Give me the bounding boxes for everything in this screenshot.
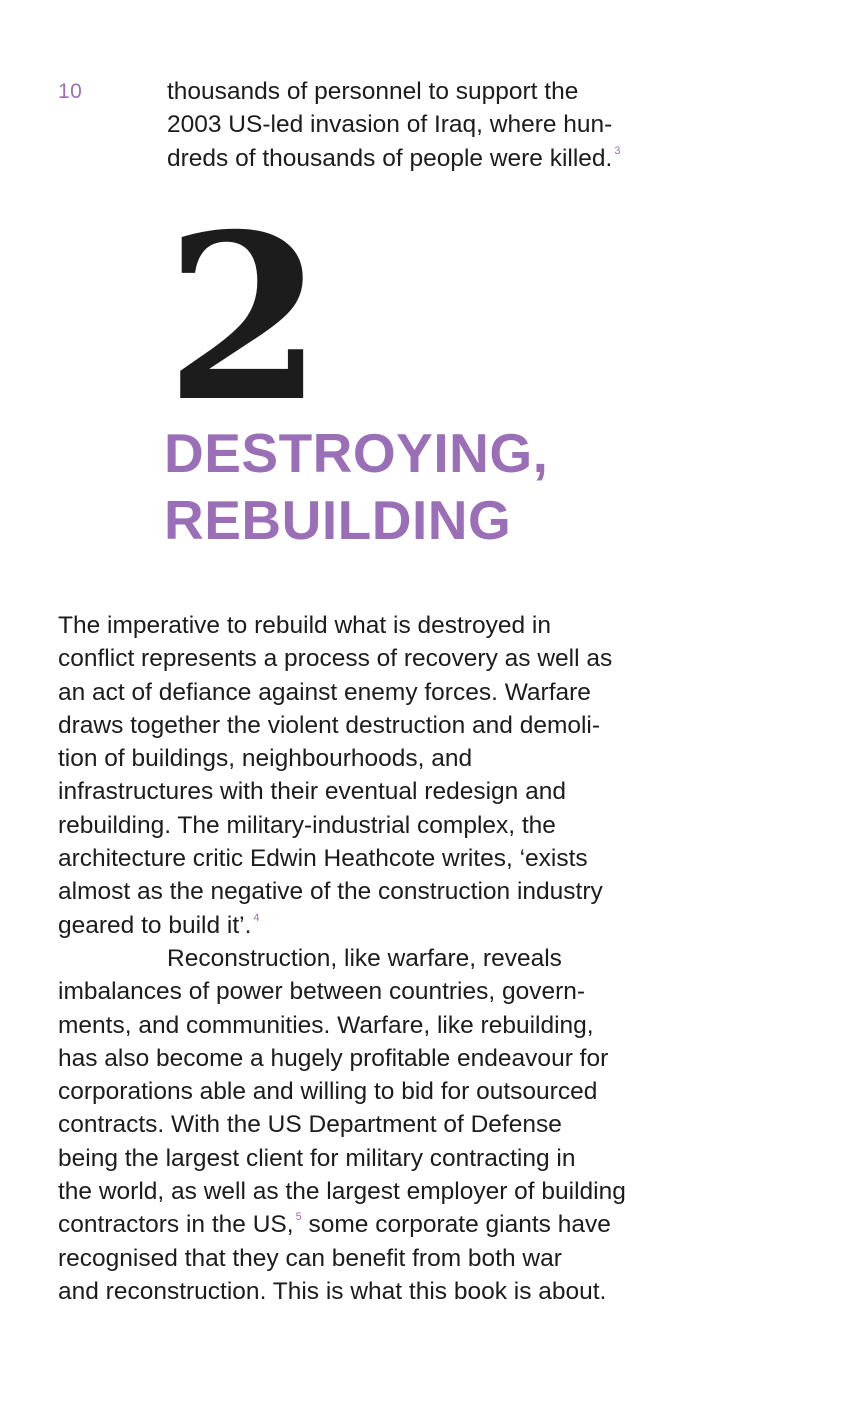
text-line: ments, and communities. Warfare, like rebuilding, [58, 1011, 594, 1039]
text-line: recognised that they can benefit from both war [58, 1244, 562, 1272]
text-line: almost as the negative of the construction industry [58, 878, 603, 906]
text-line: and reconstruction. This is what this book is about. [58, 1277, 607, 1305]
chapter-number: 2 [165, 184, 320, 452]
text-line: Reconstruction, like warfare, reveals [167, 944, 562, 972]
text-line: has also become a hugely profitable endeavour for [58, 1044, 609, 1072]
text-line [167, 142, 767, 175]
text-line: rebuilding. The military-industrial complex, the [58, 811, 556, 839]
text-line: The imperative to rebuild what is destroyed in [58, 612, 551, 639]
text-line: draws together the violent destruction and demoli- [58, 711, 601, 739]
text-line-content: some corporate giants have [301, 1211, 611, 1239]
text-line: architecture critic Edwin Heathcote writes, ‘exists [58, 845, 588, 873]
text-line: an act of defiance against enemy forces. Warfare [58, 678, 591, 706]
text-line-content: dreds of thousands of people were killed. [167, 144, 613, 172]
chapter-title [164, 420, 548, 554]
text-line-content: contractors in the US, [58, 1211, 294, 1239]
text-line-content: geared to build it’. [58, 911, 252, 939]
intro-paragraph [167, 75, 767, 175]
footnote-marker: 4 [253, 911, 260, 924]
footnote-marker: 5 [295, 1211, 302, 1224]
paragraph-1 [58, 609, 818, 942]
text-line: tion of buildings, neighbourhoods, and [58, 745, 473, 773]
text-line: conflict represents a process of recovery as well as [58, 645, 613, 673]
text-line: contracts. With the US Department of Defense [58, 1111, 562, 1139]
page-number: 10 [58, 80, 83, 103]
footnote-marker: 3 [614, 144, 621, 157]
paragraph-2 [58, 942, 818, 1308]
text-line [58, 1208, 818, 1241]
text-line: imbalances of power between countries, govern- [58, 978, 586, 1006]
text-line: being the largest client for military contracting in [58, 1144, 576, 1172]
body-text [58, 609, 818, 1308]
text-line [58, 909, 818, 942]
chapter-title-line: REBUILDING [164, 489, 512, 551]
text-line: the world, as well as the largest employer of building [58, 1178, 626, 1206]
text-line: thousands of personnel to support the [167, 78, 579, 105]
text-line: 2003 US-led invasion of Iraq, where hun- [167, 111, 613, 139]
text-line: infrastructures with their eventual redesign and [58, 778, 566, 806]
text-line: corporations able and willing to bid for outsourced [58, 1078, 598, 1106]
chapter-title-line: DESTROYING, [164, 422, 549, 484]
